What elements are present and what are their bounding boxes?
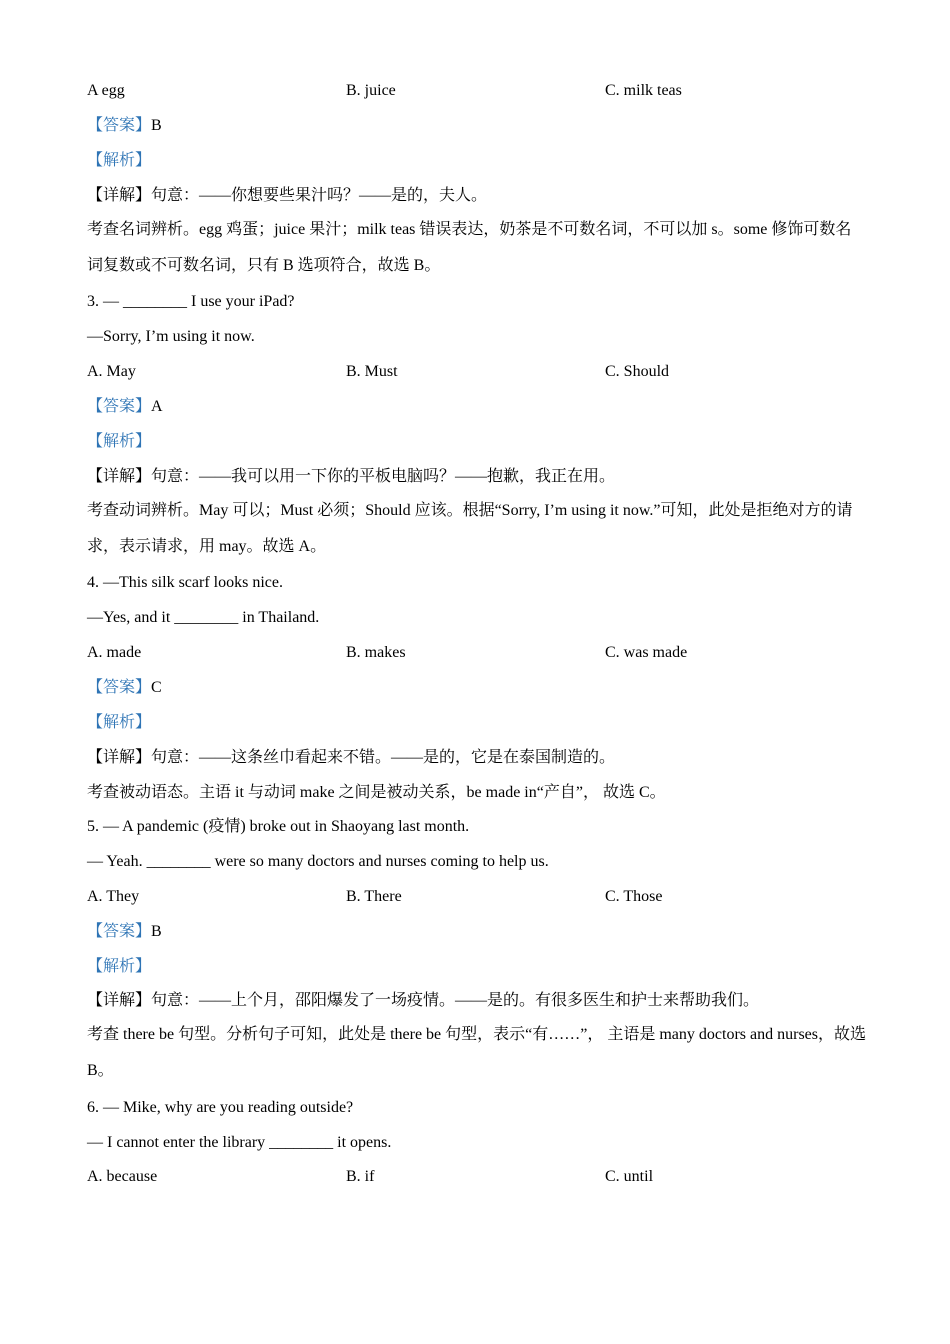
q4-option-c: C. was made [605,644,688,661]
q6-option-a: A. because [87,1168,158,1185]
q4-answer-value: C [151,679,162,696]
q3-options [87,362,867,382]
q6-options [87,1167,867,1187]
q3-detail: 【详解】句意：——我可以用一下你的平板电脑吗？——抱歉，我正在用。 [87,468,616,485]
q3-line2: —Sorry, I’m using it now. [87,328,255,345]
q5-line2: — Yeah. ________ were so many doctors and nurses coming to help us. [87,853,549,870]
q4-line2: —Yes, and it ________ in Thailand. [87,609,320,626]
q4-explanation: 考查被动语态。主语 it 与动词 make 之间是被动关系，be made in“产自”， 故选 C。 [87,784,666,801]
q6-option-b: B. if [346,1168,375,1185]
q5-answer [87,922,162,942]
q2-answer-tag: 【答案】 [87,117,152,134]
q2-answer [87,116,162,136]
q2-option-a: A egg [87,82,125,99]
q6-option-c: C. until [605,1168,654,1185]
q3-answer-tag: 【答案】 [87,398,152,415]
q3-answer-value: A [151,398,163,415]
q5-option-c: C. Those [605,888,663,905]
q2-analysis-tag: 【解析】 [87,152,152,169]
q3-option-b: B. Must [346,363,398,380]
q3-line1: 3. — ________ I use your iPad? [87,293,295,310]
q4-options [87,643,867,663]
q4-line1: 4. —This silk scarf looks nice. [87,574,283,591]
q5-answer-tag: 【答案】 [87,923,152,940]
q4-answer-tag: 【答案】 [87,679,152,696]
q3-answer [87,397,163,417]
q3-explanation: 考查动词辨析。May 可以；Must 必须；Should 应该。根据“Sorry, I’m using it now.”可知，此处是拒绝对方的请求，表示请求，用 may。故选 A。 [87,502,853,555]
q5-option-b: B. There [346,888,402,905]
q3-analysis-tag: 【解析】 [87,433,152,450]
q2-answer-value: B [151,117,162,134]
q2-option-b: B. juice [346,82,396,99]
q2-options [87,81,867,101]
q4-answer [87,678,162,698]
q5-option-a: A. They [87,888,140,905]
q4-option-a: A. made [87,644,142,661]
q5-line1: 5. — A pandemic (疫情) broke out in Shaoyang last month. [87,818,470,835]
q5-explanation: 考查 there be 句型。分析句子可知，此处是 there be 句型，表示“有……”， 主语是 many doctors and nurses，故选 B。 [87,1026,866,1079]
q5-options [87,887,867,907]
q4-option-b: B. makes [346,644,406,661]
q6-line2: — I cannot enter the library ________ it opens. [87,1134,392,1151]
q4-analysis-tag: 【解析】 [87,714,152,731]
q5-detail: 【详解】句意：——上个月，邵阳爆发了一场疫情。——是的。有很多医生和护士来帮助我们。 [87,992,760,1009]
q3-option-a: A. May [87,363,136,380]
q5-answer-value: B [151,923,162,940]
q2-explanation: 考查名词辨析。egg 鸡蛋；juice 果汁；milk teas 错误表达，奶茶是不可数名词，不可以加 s。some 修饰可数名词复数或不可数名词，只有 B 选项符合，故选 B。 [87,221,852,274]
q6-line1: 6. — Mike, why are you reading outside? [87,1099,354,1116]
q4-detail: 【详解】句意：——这条丝巾看起来不错。——是的，它是在泰国制造的。 [87,749,616,766]
q2-option-c: C. milk teas [605,82,682,99]
q3-option-c: C. Should [605,363,670,380]
q5-analysis-tag: 【解析】 [87,958,152,975]
q2-detail: 【详解】句意：——你想要些果汁吗？——是的，夫人。 [87,187,488,204]
